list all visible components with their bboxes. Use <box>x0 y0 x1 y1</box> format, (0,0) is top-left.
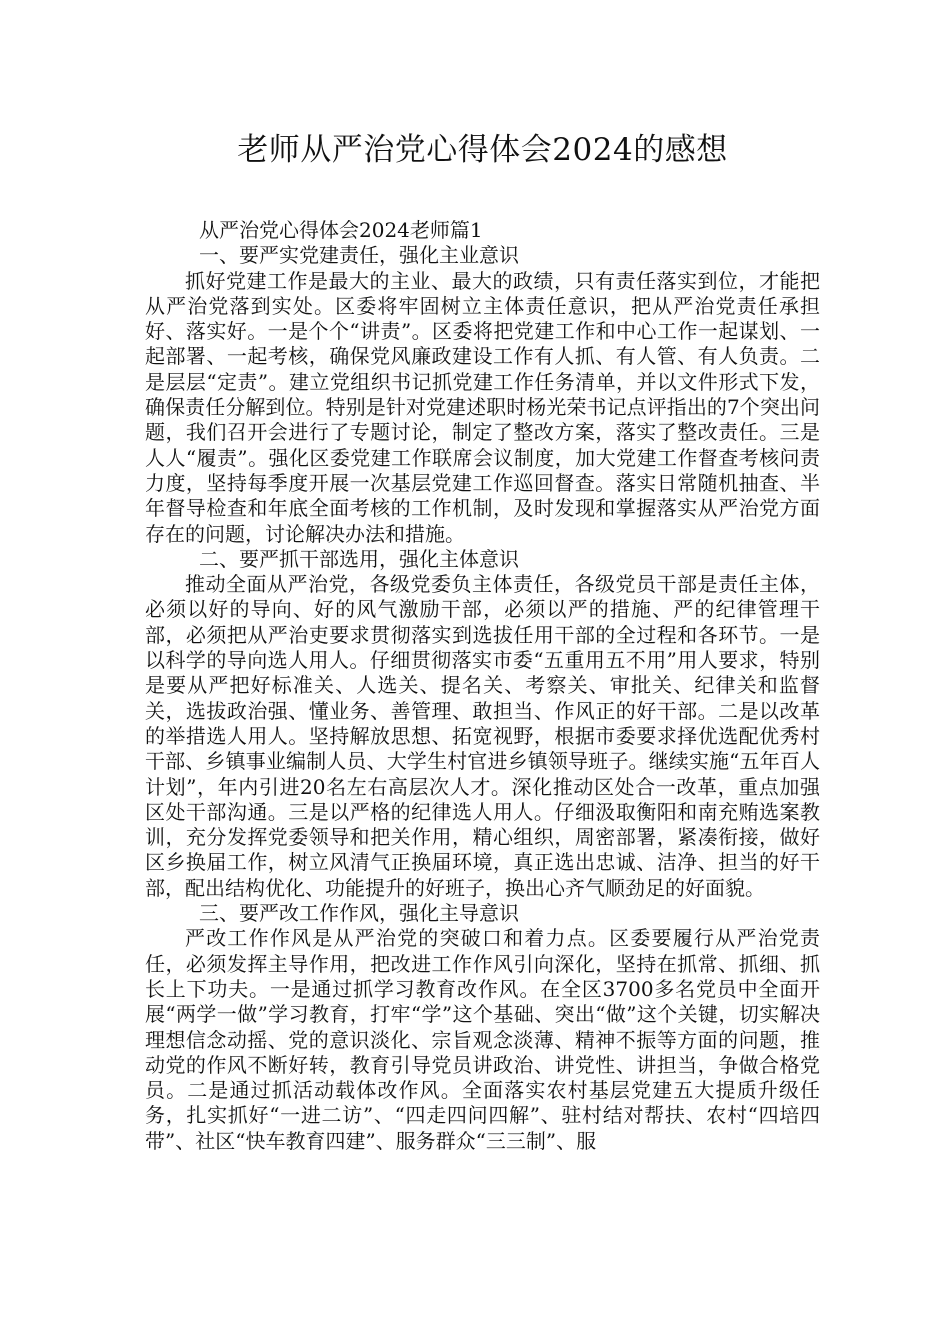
section-heading: 从严治党心得体会2024老师篇1 <box>199 218 483 242</box>
section-heading: 二、要严抓干部选用，强化主体意识 <box>199 546 519 571</box>
body-paragraph: 推动全面从严治党，各级党委负主体责任，各级党员干部是责任主体，必须以好的导向、好的风气激励干部，必须以严的措施、严的纪律管理干部，必须把从严治吏要求贯彻落实到选拔任用干部的全过程和各环节。一是以科学的导向选人用人。仔细贯彻落实市委“五重用五不用”用人要求，特别是要从严把好标准关、人选关、提名关、考察关、审批关、纪律关和监督关，选拔政治强、懂业务、善管理、敢担当、作风正的好干部。二是以改革的举措选人用人。坚持解放思想、拓宽视野，根据市委要求择优选配优秀村干部、乡镇事业编制人员、大学生村官进乡镇领导班子。继续实施“五年百人计划”，年内引进20名左右高层次人才。深化推动区处合一改革，重点加强区处干部沟通。三是以严格的纪律选人用人。仔细汲取衡阳和南充贿选案教训，充分发挥党委领导和把关作用，精心组织，周密部署，紧凑衔接，做好区乡换届工作，树立风清气正换届环境，真正选出忠诚、洁净、担当的好干部，配出结构优化、功能提升的好班子，换出心齐气顺劲足的好面貌。 <box>145 572 820 900</box>
section-heading: 一、要严实党建责任，强化主业意识 <box>199 243 519 268</box>
body-paragraph: 严改工作作风是从严治党的突破口和着力点。区委要履行从严治党责任，必须发挥主导作用，把改进工作作风引向深化，坚持在抓常、抓细、抓长上下功夫。一是通过抓学习教育改作风。在全区3700多名党员中全面开展“两学一做”学习教育，打牢“学”这个基础、突出“做”这个关键，切实解决理想信念动摇、党的意识淡化、宗旨观念淡薄、精神不振等方面的问题，推动党的作风不断好转，教育引导党员讲政治、讲党性、讲担当，争做合格党员。二是通过抓活动载体改作风。全面落实农村基层党建五大提质升级任务，扎实抓好“一进二访”、“四走四问四解”、驻村结对帮扶、农村“四培四带”、社区“快车教育四建”、服务群众“三三制”、服 <box>145 926 820 1153</box>
section-heading: 三、要严改工作作风，强化主导意识 <box>199 901 519 926</box>
body-paragraph: 抓好党建工作是最大的主业、最大的政绩，只有责任落实到位，才能把从严治党落到实处。区委将牢固树立主体责任意识，把从严治党责任承担好、落实好。一是个个“讲责”。区委将把党建工作和中心工作一起谋划、一起部署、一起考核，确保党风廉政建设工作有人抓、有人管、有人负责。二是层层“定责”。建立党组织书记抓党建工作任务清单，并以文件形式下发，确保责任分解到位。特别是针对党建述职时杨光荣书记点评指出的7个突出问题，我们召开会进行了专题讨论，制定了整改方案，落实了整改责任。三是人人“履责”。强化区委党建工作联席会议制度，加大党建工作督查考核问责力度，坚持每季度开展一次基层党建工作巡回督查。落实日常随机抽查、半年督导检查和年底全面考核的工作机制，及时发现和掌握落实从严治党方面存在的问题，讨论解决办法和措施。 <box>145 268 820 546</box>
document-title: 老师从严治党心得体会2024的感想 <box>237 132 728 168</box>
document-body <box>145 218 820 1154</box>
document-page <box>145 130 820 1154</box>
